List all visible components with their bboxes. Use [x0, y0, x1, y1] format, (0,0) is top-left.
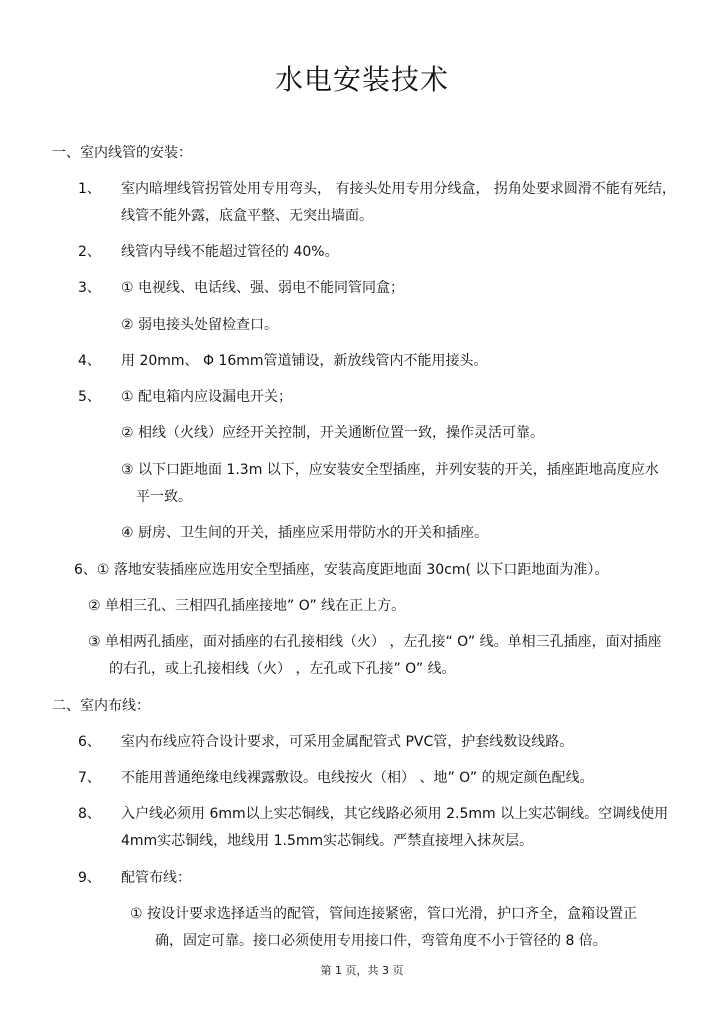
item-5-sub-3-line-2: 平一致。: [136, 489, 192, 505]
section-heading-indoor-wiring: 二、室内布线：: [52, 698, 150, 714]
item-number-4: 4、: [78, 353, 101, 369]
item-5-sub-1: ① 配电箱内应设漏电开关；: [121, 389, 293, 405]
item-number-3: 3、: [78, 280, 101, 296]
item-5-sub-2: ② 相线（火线）应经开关控制，开关通断位置一致，操作灵活可靠。: [121, 425, 544, 441]
item-3-sub-2: ② 弱电接头处留检查口。: [121, 317, 279, 333]
item-6b-text: 室内布线应符合设计要求，可采用金属配管式 PVC管，护套线数设线路。: [121, 734, 574, 750]
item-number-8: 8、: [78, 806, 101, 822]
item-number-9: 9、: [78, 870, 101, 886]
item-3-sub-1: ① 电视线、电话线、强、弱电不能同管同盒；: [121, 280, 404, 296]
item-9-text: 配管布线：: [121, 870, 191, 886]
item-number-2: 2、: [78, 244, 101, 260]
item-5-sub-4: ④ 厨房、卫生间的开关，插座应采用带防水的开关和插座。: [121, 525, 488, 541]
item-5-sub-3-line-1: ③ 以下口距地面 1.3m 以下，应安装安全型插座，并列安装的开关，插座距地高度应水: [121, 462, 659, 478]
item-number-1: 1、: [78, 181, 101, 197]
item-7-text: 不能用普通绝缘电线裸露敷设。电线按火（相） 、地” O” 的规定颜色配线。: [121, 770, 594, 786]
page-footer: 第 1 页，共 3 页: [320, 964, 404, 977]
item-8-text-line-2: 4mm实芯铜线，地线用 1.5mm实芯铜线。严禁直接埋入抹灰层。: [121, 833, 534, 849]
item-6-sub-1: 6、① 落地安装插座应选用安全型插座，安装高度距地面 30cm( 以下口距地面为准）。: [74, 562, 609, 578]
item-9-sub-1-line-1: ① 按设计要求选择适当的配管，管间连接紧密，管口光滑，护口齐全，盒箱设置正: [130, 906, 637, 922]
item-number-6b: 6、: [78, 734, 101, 750]
item-9-sub-1-line-2: 确，固定可靠。接口必须使用专用接口件，弯管角度不小于管径的 8 倍。: [155, 933, 607, 949]
item-2-text: 线管内导线不能超过管径的 40%。: [121, 244, 339, 260]
item-1-text-line-1: 室内暗埋线管拐管处用专用弯头， 有接头处用专用分线盒， 拐角处要求圆滑不能有死结，: [121, 181, 676, 197]
section-heading-indoor-conduit: 一、室内线管的安装：: [52, 145, 192, 161]
item-6-sub-2: ② 单相三孔、三相四孔插座接地” O” 线在正上方。: [88, 598, 406, 614]
item-number-7: 7、: [78, 770, 101, 786]
item-6-sub-3-line-1: ③ 单相两孔插座，面对插座的右孔接相线（火） ，左孔接“ O” 线。单相三孔插座，面对插座: [88, 634, 662, 650]
item-8-text-line-1: 入户线必须用 6mm以上实芯铜线，其它线路必须用 2.5mm 以上实芯铜线。空调线使用: [121, 806, 669, 822]
page-title: 水电安装技术: [274, 63, 449, 96]
item-6-sub-3-line-2: 的右孔，或上孔接相线（火） ，左孔或下孔接” O” 线。: [109, 661, 456, 677]
item-1-text-line-2: 线管不能外露，底盒平整、无突出墙面。: [121, 208, 373, 224]
item-4-text: 用 20mm、 Φ 16mm管道铺设，新放线管内不能用接头。: [121, 353, 488, 369]
item-number-5: 5、: [78, 389, 101, 405]
